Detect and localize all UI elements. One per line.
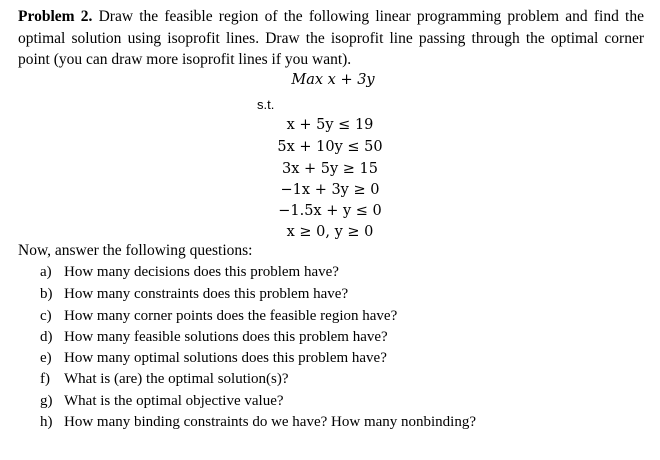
question-text: How many corner points does the feasible region have?	[64, 308, 398, 324]
question-letter: d)	[40, 329, 53, 345]
question-e	[40, 350, 387, 367]
question-g	[40, 393, 284, 410]
question-d	[40, 329, 388, 346]
question-c	[40, 308, 397, 325]
constraint-nonnegativity: x ≥ 0, y ≥ 0	[286, 224, 374, 240]
question-text: How many binding constraints do we have? How many nonbinding?	[64, 414, 477, 430]
subject-to-label: s.t.	[257, 97, 275, 112]
objective-text: Max x + 3y	[291, 72, 375, 88]
question-text: What is (are) the optimal solution(s)?	[64, 371, 289, 387]
problem-number: Problem 2.	[18, 8, 93, 25]
question-letter: g)	[40, 393, 53, 409]
question-letter: a)	[40, 264, 52, 280]
questions-intro: Now, answer the following questions:	[18, 242, 253, 259]
question-h	[40, 414, 476, 431]
question-letter: b)	[40, 286, 53, 302]
question-letter: f)	[40, 371, 50, 387]
constraint-2: 5x + 10y ≤ 50	[277, 139, 383, 155]
constraint-1: x + 5y ≤ 19	[286, 117, 374, 133]
question-text: How many optimal solutions does this problem have?	[64, 350, 387, 366]
question-text: What is the optimal objective value?	[64, 393, 284, 409]
question-text: How many decisions does this problem have?	[64, 264, 339, 280]
question-text: How many constraints does this problem have?	[64, 286, 349, 302]
question-letter: h)	[40, 414, 53, 430]
constraint-4: −1x + 3y ≥ 0	[280, 182, 380, 198]
question-letter: e)	[40, 350, 52, 366]
objective-function	[0, 72, 660, 88]
problem-statement	[18, 6, 644, 71]
constraint-3: 3x + 5y ≥ 15	[281, 161, 378, 177]
question-f	[40, 371, 289, 388]
question-b	[40, 286, 348, 303]
question-letter: c)	[40, 308, 52, 324]
question-text: How many feasible solutions does this problem have?	[64, 329, 388, 345]
problem-instructions: Draw the feasible region of the following linear programming problem and find the optimal solution using isoprofit lines. Draw the isoprofit line passing through the optimal corner point (you can draw more isoprofit lines if you want).	[18, 8, 644, 68]
question-a	[40, 264, 339, 281]
constraint-5: −1.5x + y ≤ 0	[278, 203, 382, 219]
